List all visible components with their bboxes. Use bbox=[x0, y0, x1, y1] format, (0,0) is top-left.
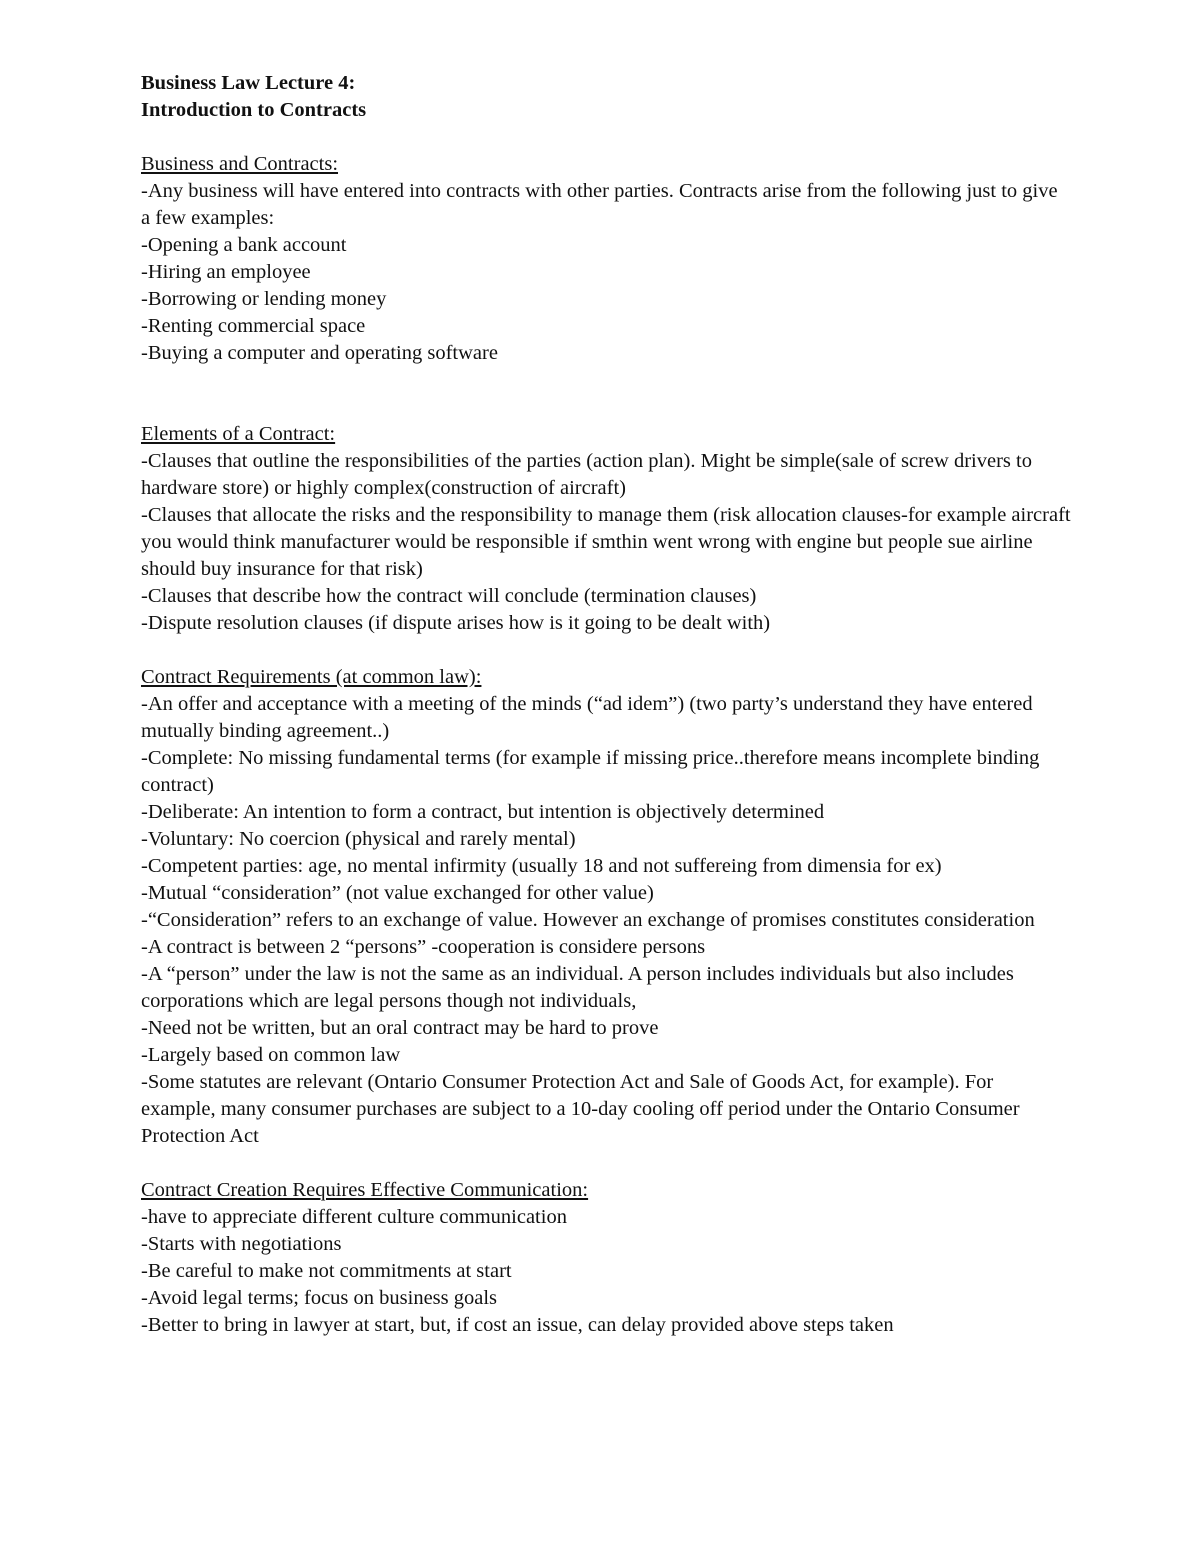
list-item: -Mutual “consideration” (not value exchanged for other value) bbox=[141, 882, 654, 904]
list-item: -Clauses that outline the responsibilities of the parties (action plan). Might be simple(sale of screw drivers to hardware store) or highly complex(construction of aircraft) bbox=[141, 450, 1032, 499]
spacer bbox=[141, 1150, 1071, 1177]
list-item: -Any business will have entered into contracts with other parties. Contracts arise from the following just to give a few examples: bbox=[141, 180, 1058, 229]
list-item: -Hiring an employee bbox=[141, 261, 311, 283]
list-item: -Complete: No missing fundamental terms (for example if missing price..therefore means incomplete binding contract) bbox=[141, 747, 1040, 796]
list-item: -Largely based on common law bbox=[141, 1044, 401, 1066]
section-contract-creation bbox=[141, 1177, 1071, 1339]
list-item: -Be careful to make not commitments at start bbox=[141, 1260, 512, 1282]
list-item: -Dispute resolution clauses (if dispute arises how is it going to be dealt with) bbox=[141, 612, 771, 634]
section-heading: Contract Requirements (at common law): bbox=[141, 666, 482, 688]
section-heading: Business and Contracts: bbox=[141, 153, 339, 175]
document-page bbox=[141, 70, 1071, 1339]
list-item: -Renting commercial space bbox=[141, 315, 366, 337]
list-item: -Better to bring in lawyer at start, but, if cost an issue, can delay provided above steps taken bbox=[141, 1314, 894, 1336]
list-item: -A “person” under the law is not the same as an individual. A person includes individuals but also includes corporations which are legal persons though not individuals, bbox=[141, 963, 1014, 1012]
list-item: -Some statutes are relevant (Ontario Consumer Protection Act and Sale of Goods Act, for example). For example, many consumer purchases are subject to a 10-day cooling off period under the Ontario Consumer Protection Act bbox=[141, 1071, 1020, 1147]
list-item: -have to appreciate different culture communication bbox=[141, 1206, 567, 1228]
list-item: -Avoid legal terms; focus on business goals bbox=[141, 1287, 498, 1309]
list-item: -A contract is between 2 “persons” -cooperation is considere persons bbox=[141, 936, 706, 958]
section-contract-requirements bbox=[141, 664, 1071, 1150]
section-elements-of-a-contract bbox=[141, 421, 1071, 637]
section-business-and-contracts bbox=[141, 151, 1071, 367]
list-item: -Voluntary: No coercion (physical and rarely mental) bbox=[141, 828, 576, 850]
section-heading: Elements of a Contract: bbox=[141, 423, 336, 445]
spacer bbox=[141, 637, 1071, 664]
list-item: -Borrowing or lending money bbox=[141, 288, 387, 310]
list-item: -An offer and acceptance with a meeting of the minds (“ad idem”) (two party’s understand they have entered mutually binding agreement..) bbox=[141, 693, 1033, 742]
document-title-line-2: Introduction to Contracts bbox=[141, 99, 367, 121]
list-item: -Opening a bank account bbox=[141, 234, 347, 256]
list-item: -Competent parties: age, no mental infirmity (usually 18 and not suffereing from dimensia for ex) bbox=[141, 855, 942, 877]
list-item: -Clauses that describe how the contract will conclude (termination clauses) bbox=[141, 585, 757, 607]
document-title-line-1: Business Law Lecture 4: bbox=[141, 72, 356, 94]
list-item: -Clauses that allocate the risks and the responsibility to manage them (risk allocation clauses-for example aircraft you would think manufacturer would be responsible if smthin went wrong with engine but people sue airline should buy insurance for that risk) bbox=[141, 504, 1071, 580]
list-item: -“Consideration” refers to an exchange of value. However an exchange of promises constitutes consideration bbox=[141, 909, 1035, 931]
section-heading: Contract Creation Requires Effective Communication: bbox=[141, 1179, 589, 1201]
list-item: -Starts with negotiations bbox=[141, 1233, 342, 1255]
list-item: -Buying a computer and operating software bbox=[141, 342, 498, 364]
list-item: -Need not be written, but an oral contract may be hard to prove bbox=[141, 1017, 659, 1039]
spacer bbox=[141, 124, 1071, 151]
spacer bbox=[141, 367, 1071, 421]
list-item: -Deliberate: An intention to form a contract, but intention is objectively determined bbox=[141, 801, 825, 823]
